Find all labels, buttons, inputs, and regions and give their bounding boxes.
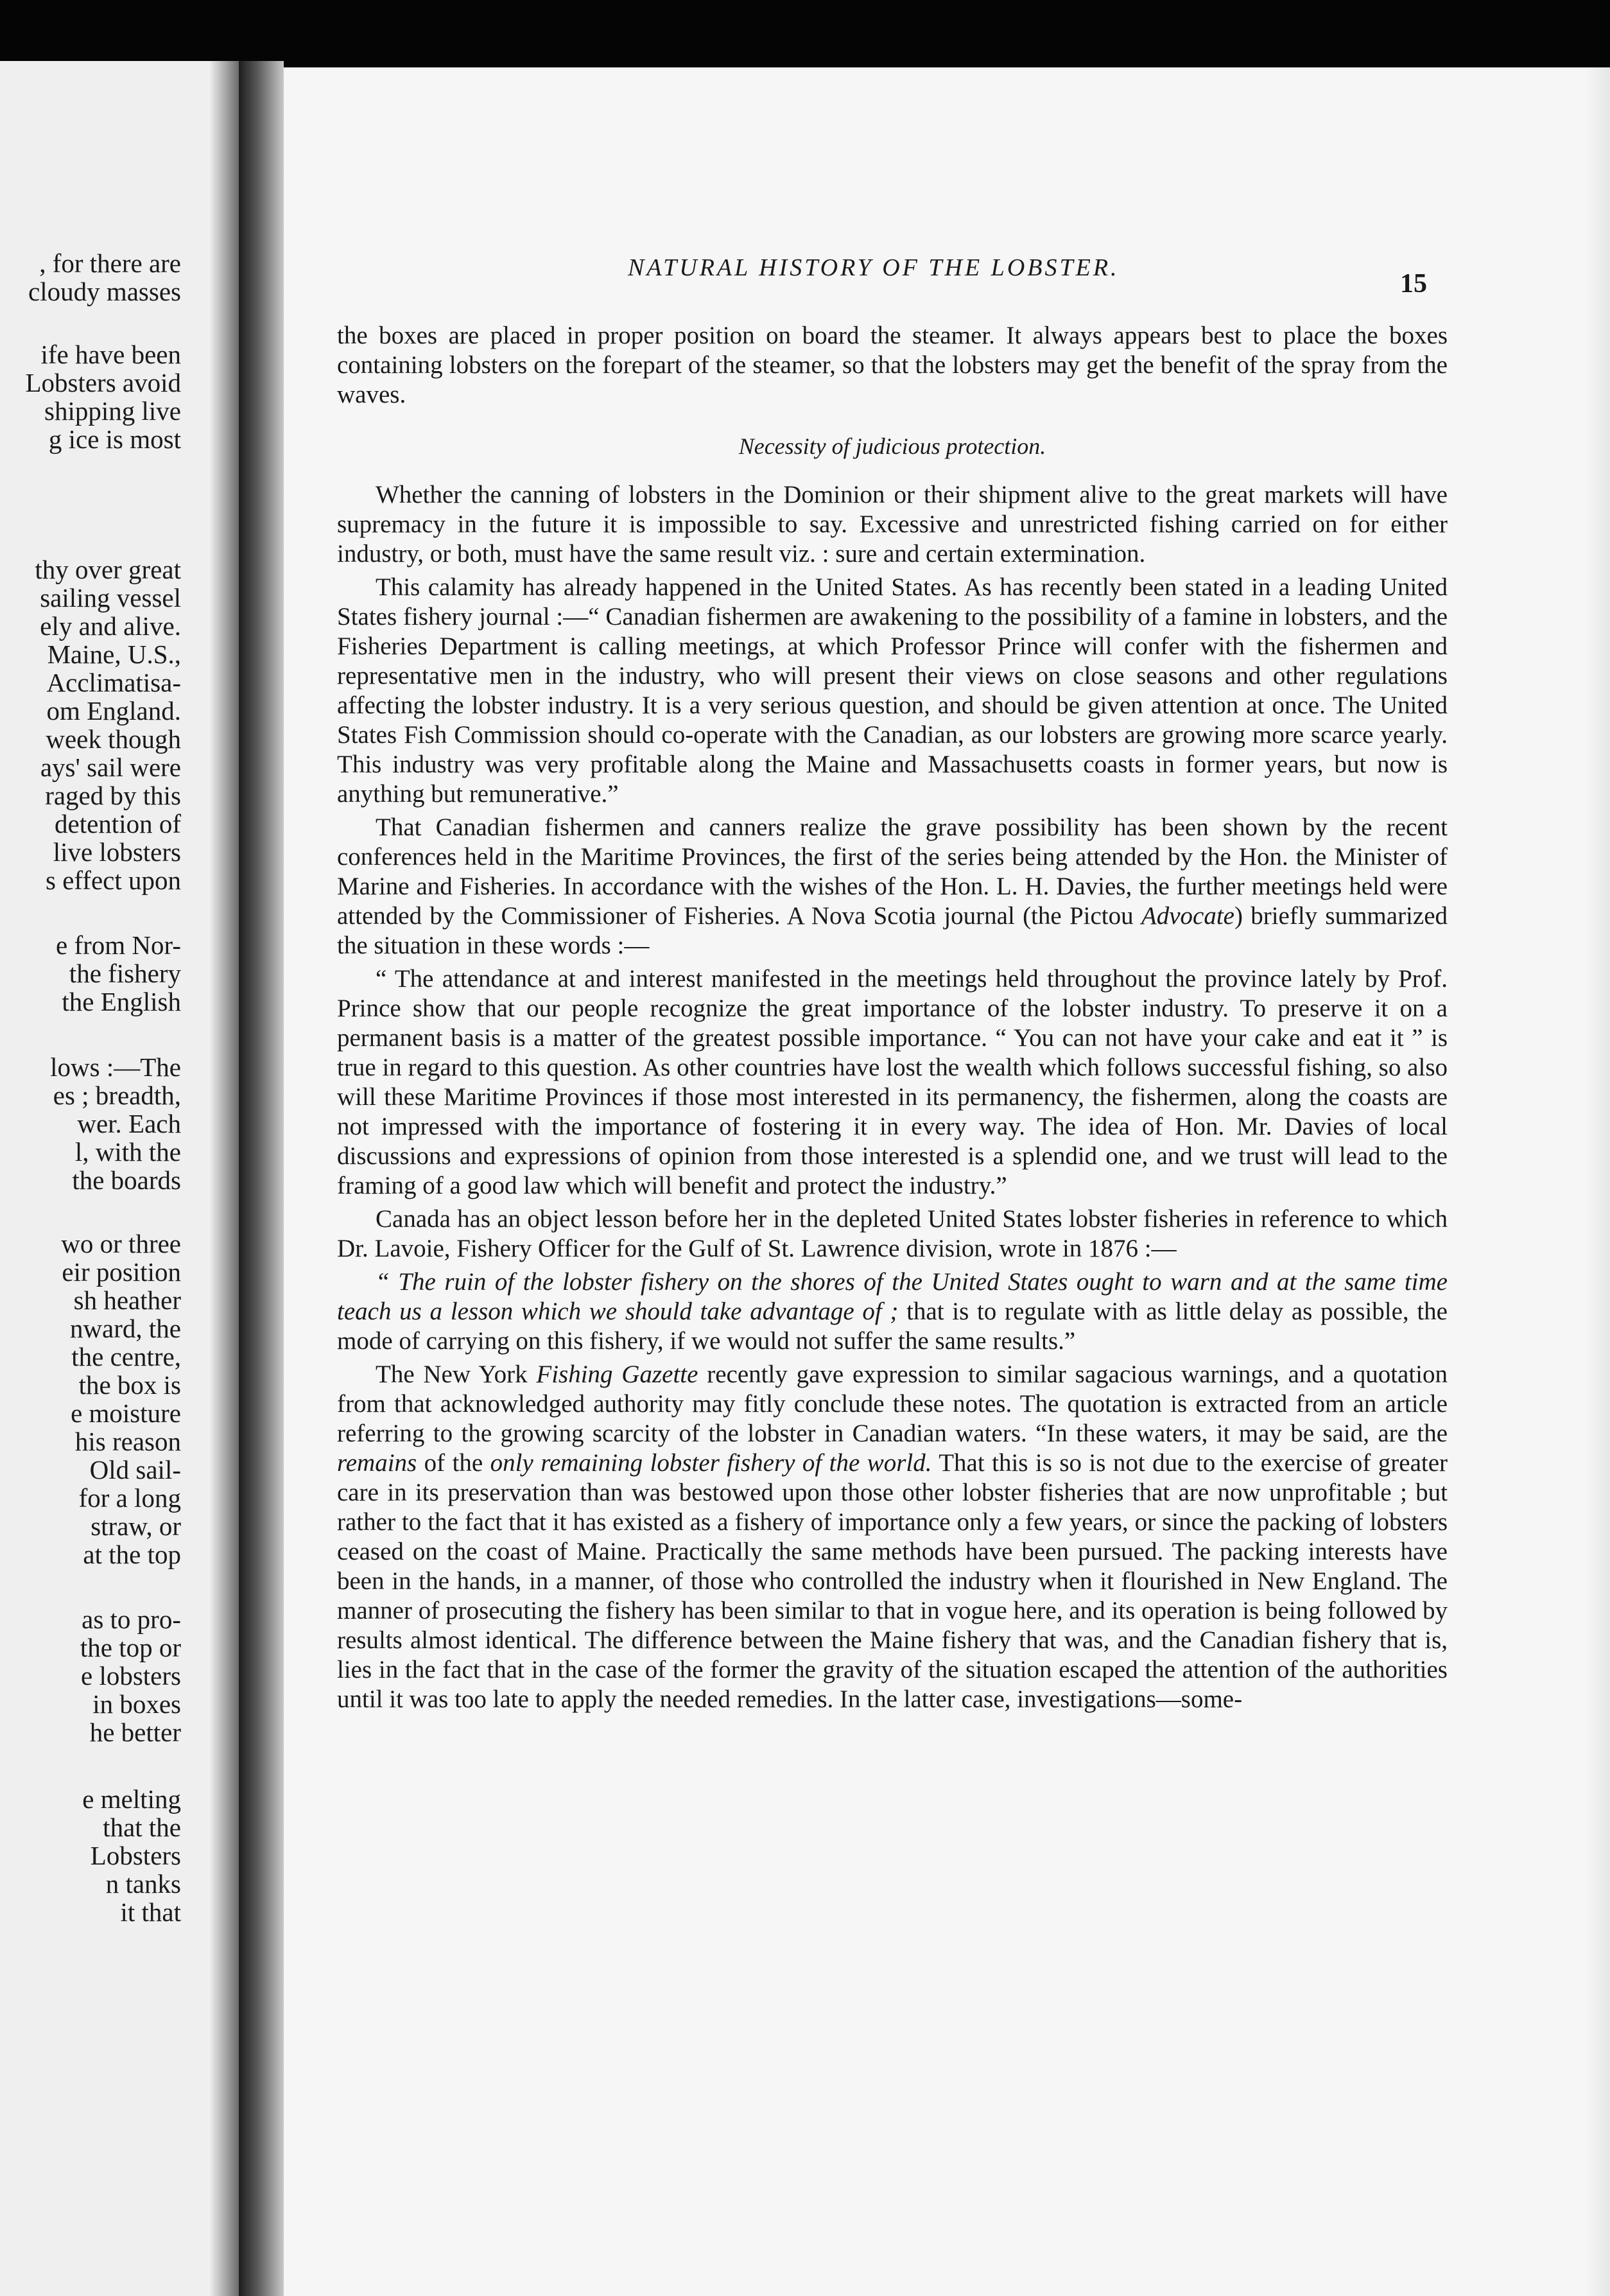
facing-page-line: shipping live — [44, 396, 181, 426]
scan-top-border — [0, 0, 1610, 67]
facing-page-line: om England. — [46, 696, 181, 726]
facing-page-line: his reason — [74, 1427, 181, 1456]
facing-page-line: sailing vessel — [40, 583, 181, 613]
facing-page-line: he better — [89, 1718, 181, 1747]
paragraph-canadian-fishermen: That Canadian fishermen and canners realize the grave possibility has been shown by the recent conferences held in the Maritime Provinces, the first of the series being attended by the Hon. the Minister of Marine and Fisheries. In accordance with the wishes of the Hon. L. H. Davies, the further meetings held were attended by the Commissioner of Fisheries. A Nova Scotia journal (the Pictou Advocate) briefly summarized the situation in these words :— — [337, 813, 1448, 959]
facing-page-line: wo or three — [61, 1229, 181, 1258]
facing-page-line: the boards — [72, 1165, 181, 1195]
running-header: NATURAL HISTORY OF THE LOBSTER. — [628, 254, 1120, 281]
paragraph-calamity: This calamity has already happened in the United States. As has recently been stated in a leading United States fishery journal :—“ Canadian fishermen are awakening to the possibility of a famine in lobsters, and the Fisheries Department is calling meetings, at which Professor Prince will confer with the fishermen and representative men in the industry, who will present their views on close seasons and other regulations affecting the lobster industry. It is a very serious question, and should be given attention at once. The United States Fish Commission should co-operate with the Canadian, as our lobsters are growing more scarce yearly. This industry was very profitable along the Maine and Massachusetts coasts in former years, but now is anything but remunerative.” — [337, 573, 1448, 808]
facing-page-line: s effect upon — [45, 865, 181, 895]
facing-page-line: wer. Each — [77, 1109, 181, 1138]
facing-page-line: detention of — [55, 809, 181, 839]
facing-page-line: g ice is most — [48, 424, 181, 454]
facing-page-line: that the — [103, 1813, 181, 1842]
section-heading: Necessity of judicious protection. — [738, 433, 1046, 459]
facing-page-line: e from Nor- — [56, 930, 181, 960]
facing-page-line: it that — [120, 1897, 181, 1927]
facing-page-line: thy over great — [35, 555, 181, 584]
facing-page-line: eir position — [62, 1257, 181, 1287]
facing-page-line: ife have been — [40, 340, 181, 369]
facing-page-line: in boxes — [92, 1689, 181, 1719]
binding-shadow — [209, 61, 239, 2296]
facing-page-line: l, with the — [74, 1137, 181, 1167]
facing-page-line: Acclimatisa- — [46, 668, 181, 697]
facing-page-line: Lobsters — [90, 1841, 181, 1870]
facing-page-line: n tanks — [105, 1869, 181, 1899]
facing-page-line: lows :—The — [50, 1052, 181, 1082]
facing-page-line: Lobsters avoid — [25, 368, 181, 397]
facing-page-line: Maine, U.S., — [47, 639, 181, 669]
facing-page-line: for a long — [78, 1483, 181, 1513]
facing-page-line: at the top — [83, 1540, 181, 1569]
facing-page-line: the top or — [80, 1633, 181, 1662]
facing-page-line: es ; breadth, — [53, 1081, 181, 1110]
facing-page-line: nward, the — [69, 1314, 181, 1343]
facing-page-line: e melting — [82, 1784, 181, 1814]
facing-page-line: ays' sail were — [40, 752, 181, 782]
paragraph-whether: Whether the canning of lobsters in the Dominion or their shipment alive to the great markets will have supremacy in the future it is impossible to say. Excessive and unrestricted fishing carried on for either industry, or both, must have the same result viz. : sure and certain extermination. — [337, 481, 1448, 568]
paragraph-fishing-gazette: The New York Fishing Gazette recently gave expression to similar sagacious warnings, and a quotation from that acknowledged authority may fitly conclude these notes. The quotation is extracted from an article referring to the growing scarcity of the lobster in Canadian waters. “In these waters, it may be said, are the remains of the only remaining lobster fishery of the world. That this is so is not due to the exercise of greater care in its preservation than was bestowed upon those other lobster fisheries that are now unprofitable ; but rather to the fact that it has existed as a fishery of importance only a few years, or since the packing of lobsters ceased on the coast of Maine. Practically the same methods have been pursued. The packing interests have been in the hands, in a manner, of those who controlled the industry when it flourished in New England. The manner of prosecuting the fishery has been similar to that in vogue here, and its operation is being followed by results almost identical. The difference between the Maine fishery that was, and the Canadian fishery that is, lies in the fact that in the case of the former the gravity of the situation escaped the attention of the authorities until it was too late to apply the needed remedies. In the latter case, investigations—some- — [337, 1361, 1448, 1713]
facing-page-line: week though — [46, 724, 181, 754]
paragraph-object-lesson: Canada has an object lesson before her in the depleted United States lobster fisheries in reference to which Dr. Lavoie, Fishery Officer for the Gulf of St. Lawrence division, wrote in 1876 :— — [337, 1205, 1448, 1262]
facing-page-line: live lobsters — [53, 837, 181, 867]
facing-page-line: the box is — [78, 1370, 181, 1400]
facing-page-left — [0, 61, 239, 2296]
facing-page-line: ely and alive. — [40, 611, 181, 641]
facing-page-line: , for there are — [39, 248, 181, 278]
paragraph-lavoie-quote: “ The ruin of the lobster fishery on the shores of the United States ought to warn and at the same time teach us a lesson which we should take advantage of ; that is to regulate with as little delay as possible, the mode of carrying on this fishery, if we would not suffer the same results.” — [337, 1268, 1448, 1355]
facing-page-line: as to pro- — [82, 1605, 181, 1634]
paragraph-pictou-quote: “ The attendance at and interest manifested in the meetings held throughout the province lately by Prof. Prince show that our people recognize the great importance of the lobster industry. To preserve it on a permanent basis is a matter of the greatest possible importance. “ You can not have your cake and eat it ” is true in regard to this question. As other countries have lost the wealth which follows successful fishing, so also will these Maritime Provinces if those most interested in its permanency, the fishermen, along the coasts are not impressed with the importance of fostering it in every way. The idea of Hon. Mr. Davies of local discussions and expressions of opinion from those interested is a splendid one, and we trust will lead to the framing of a good law which will benefit and protect the industry.” — [337, 965, 1448, 1199]
facing-page-line: raged by this — [45, 781, 181, 810]
facing-page-line: straw, or — [91, 1511, 181, 1541]
facing-page-line: the English — [62, 987, 181, 1016]
paragraph-continued: the boxes are placed in proper position on board the steamer. It always appears best to place the boxes containing lobsters on the forepart of the steamer, so that the lobsters may get the benefit of the spray from the waves. — [337, 322, 1448, 408]
facing-page-line: e moisture — [71, 1398, 181, 1428]
facing-page-line: cloudy masses — [28, 277, 181, 306]
main-text-column — [337, 321, 1448, 1718]
facing-page-line: the centre, — [71, 1342, 181, 1371]
facing-page-line: Old sail- — [89, 1455, 181, 1484]
page-number: 15 — [1400, 269, 1427, 299]
facing-page-line: sh heather — [73, 1285, 181, 1315]
facing-page-line: the fishery — [69, 959, 181, 988]
book-gutter — [239, 61, 284, 2296]
facing-page-line: e lobsters — [81, 1661, 181, 1691]
